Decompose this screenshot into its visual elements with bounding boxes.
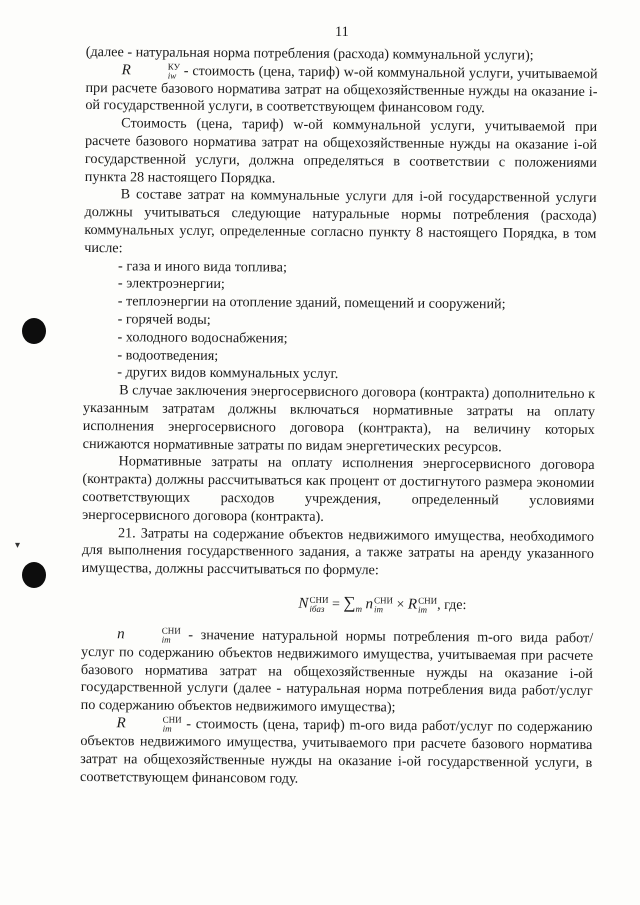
definition-n-sni: n СНИ im - значение натуральной нормы потребления m-ого вида работ/услуг по содержанию объектов недвижимого имущества, учитываемая при расчете базового норматива затрат на общехозяйственные нужды на оказание i-ой государственной услуги (далее - натуральная норма потребления вида работ/услуг по содержанию объектов недвижимого имущества);: [80, 625, 594, 716]
paragraph-energy-service-contract: В случае заключения энергосервисного договора (контракта) дополнительно к указанным затратам должны включаться нормативные затраты на оплату исполнения энергосервисного договора (контракта), на величину которых снижаются нормативные затраты по видам энергетических ресурсов.: [82, 382, 596, 455]
margin-mark: ▾: [15, 540, 21, 551]
paragraph-cost-determination: Стоимость (цена, тариф) w-ой коммунальной услуги, учитываемой при расчете базового норматива затрат на общехозяйственные нужды на оказание i-ой государственной услуги, должна определяться в соответствии с положениями пункта 28 настоящего Порядка.: [84, 115, 598, 187]
punch-hole-bottom: [22, 562, 46, 588]
list-item: - газа и иного вида топлива;: [118, 257, 287, 276]
symbol-n-sni: n СНИ im: [117, 625, 181, 645]
definition-r-sni: R СНИ im - стоимость (цена, тариф) m-ого вида работ/услуг по содержанию объектов недвижимого имущества, учитываемого при расчете базового норматива затрат на общехозяйственные нужды на оказание i-ой государственной услуги, в соответствующем финансовом году.: [80, 714, 593, 787]
paragraph-section-21: 21. Затраты на содержание объектов недвижимого имущества, необходимого для выполнения государственного задания, а также затраты на аренду указанного имущества, должны рассчитываться по формуле:: [81, 524, 595, 579]
symbol-r-sni: R СНИ im: [116, 714, 182, 734]
paragraph-energy-service-percent: Нормативные затраты на оплату исполнения энергосервисного договора (контракта) должны рассчитываться как процент от достигнутого размера экономии соответствующих расходов учреждения, определенный условиями энергосервисного договора (контракта).: [82, 453, 595, 525]
utility-list: [83, 258, 596, 387]
document-page: [80, 22, 598, 790]
formula-real-estate-costs: N СНИ iбаз = $\sum_m$ n СНИ im × R СНИ im , где:: [298, 593, 467, 615]
list-item: - теплоэнергии на отопление зданий, помещений и сооружений;: [117, 293, 506, 313]
list-item: - горячей воды;: [117, 311, 211, 329]
page-number: 11: [335, 23, 349, 41]
list-item: - водоотведения;: [117, 346, 219, 364]
paragraph-natural-norm-note: (далее - натуральная норма потребления (расхода) коммунальной услуги);: [85, 43, 534, 64]
list-item: - холодного водоснабжения;: [117, 329, 288, 347]
list-item: - электроэнергии;: [117, 275, 225, 293]
list-item: - других видов коммунальных услуг.: [117, 364, 339, 383]
paragraph-utility-norms: В составе затрат на коммунальные услуги для i-ой государственной услуги должны учитываться следующие натуральные нормы потребления (расхода) коммунальных услуг, определенные согласно пункту 8 настоящего Порядка, в том числе:: [84, 186, 597, 257]
definition-r-ku: R КУ iw - стоимость (цена, тариф) w-ой коммунальной услуги, учитываемой при расчете базового норматива затрат на общехозяйственные нужды на оказание i-ой государственной услуги, в соответствующем финансовом году.: [85, 61, 598, 117]
symbol-r-ku: R КУ iw: [121, 61, 181, 81]
punch-hole-top: [22, 318, 46, 344]
